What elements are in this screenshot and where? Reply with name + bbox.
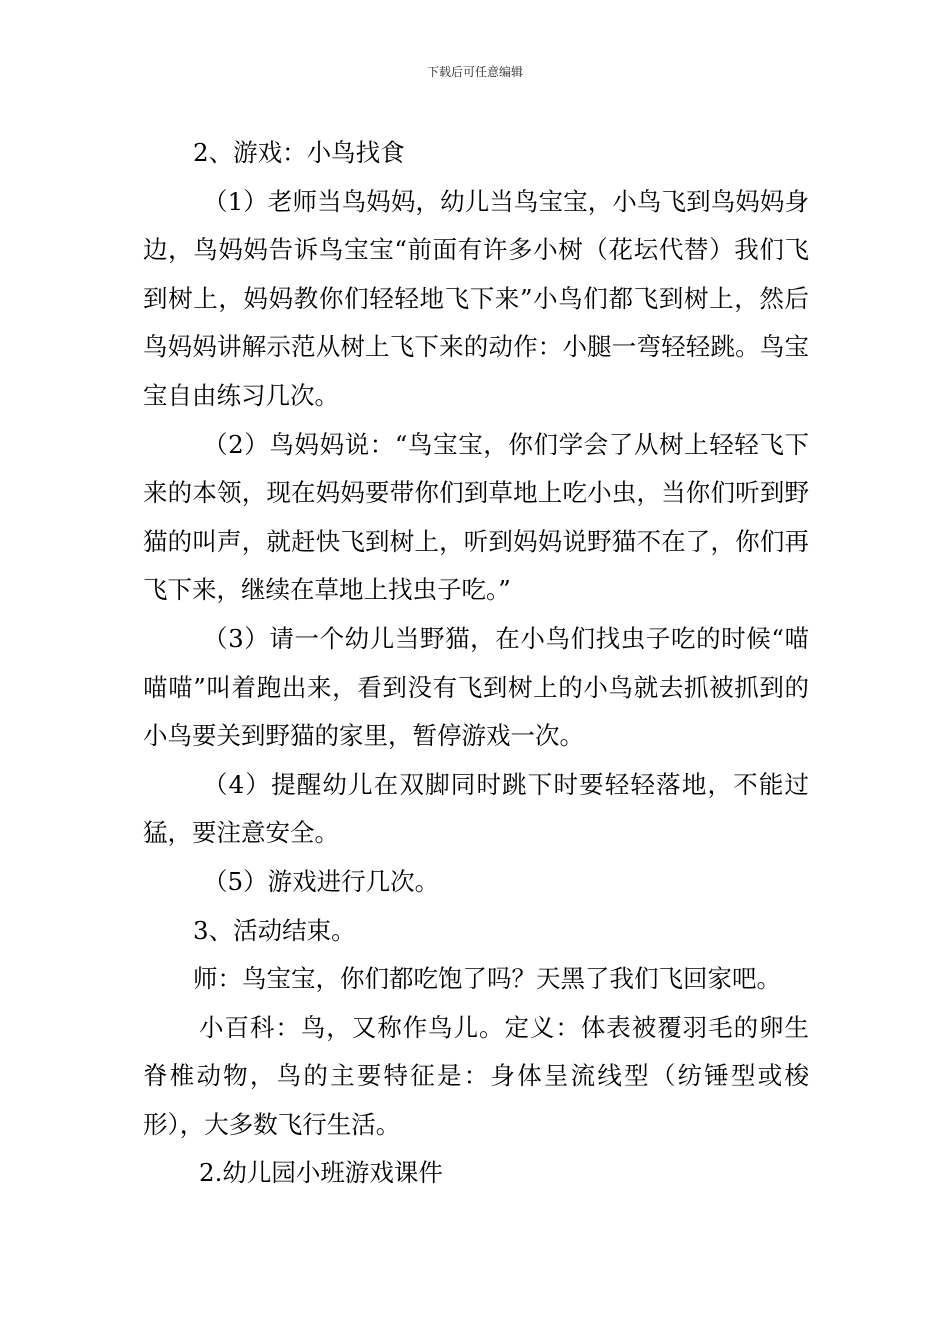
- paragraph-step-5: （5）游戏进行几次。: [203, 866, 440, 896]
- paragraph-step-4: （4）提醒幼儿在双脚同时跳下时要轻轻落地，不能过猛，要注意安全。: [143, 769, 809, 848]
- paragraph-step-2: （2）鸟妈妈说：“鸟宝宝，你们学会了从树上轻轻飞下来的本领，现在妈妈要带你们到草地上吃小虫，当你们听到野猫的叫声，就赶快飞到树上，听到妈妈说野猫不在了，你们再飞下来，继续在草地上找虫子吃。”: [143, 429, 809, 605]
- paragraph-step-3: （3）请一个幼儿当野猫，在小鸟们找虫子吃的时候“喵喵喵”叫着跑出来，看到没有飞到树上的小鸟就去抓被抓到的小鸟要关到野猫的家里，暂停游戏一次。: [143, 623, 809, 751]
- section-heading-game: 2、游戏：小鸟找食: [193, 138, 405, 167]
- page-header: 下载后可任意编辑: [426, 65, 523, 79]
- document-body: [143, 129, 809, 1198]
- section-heading-end: 3、活动结束。: [193, 915, 356, 945]
- paragraph-step-1: （1）老师当鸟妈妈，幼儿当鸟宝宝，小鸟飞到鸟妈妈身边，鸟妈妈告诉鸟宝宝“前面有许多小树（花坛代替）我们飞到树上，妈妈教你们轻轻地飞下来”小鸟们都飞到树上，然后鸟妈妈讲解示范从树上飞下来的动作：小腿一弯轻轻跳。鸟宝宝自由练习几次。: [143, 186, 809, 410]
- section-heading-courseware: 2.幼儿园小班游戏课件: [199, 1158, 443, 1188]
- paragraph-encyclopedia: 小百科：鸟，又称作鸟儿。定义：体表被覆羽毛的卵生脊椎动物，鸟的主要特征是：身体呈流线型（纺锤型或梭形），大多数飞行生活。: [143, 1012, 809, 1139]
- paragraph-teacher-line: 师：鸟宝宝，你们都吃饱了吗？天黑了我们飞回家吧。: [193, 964, 781, 994]
